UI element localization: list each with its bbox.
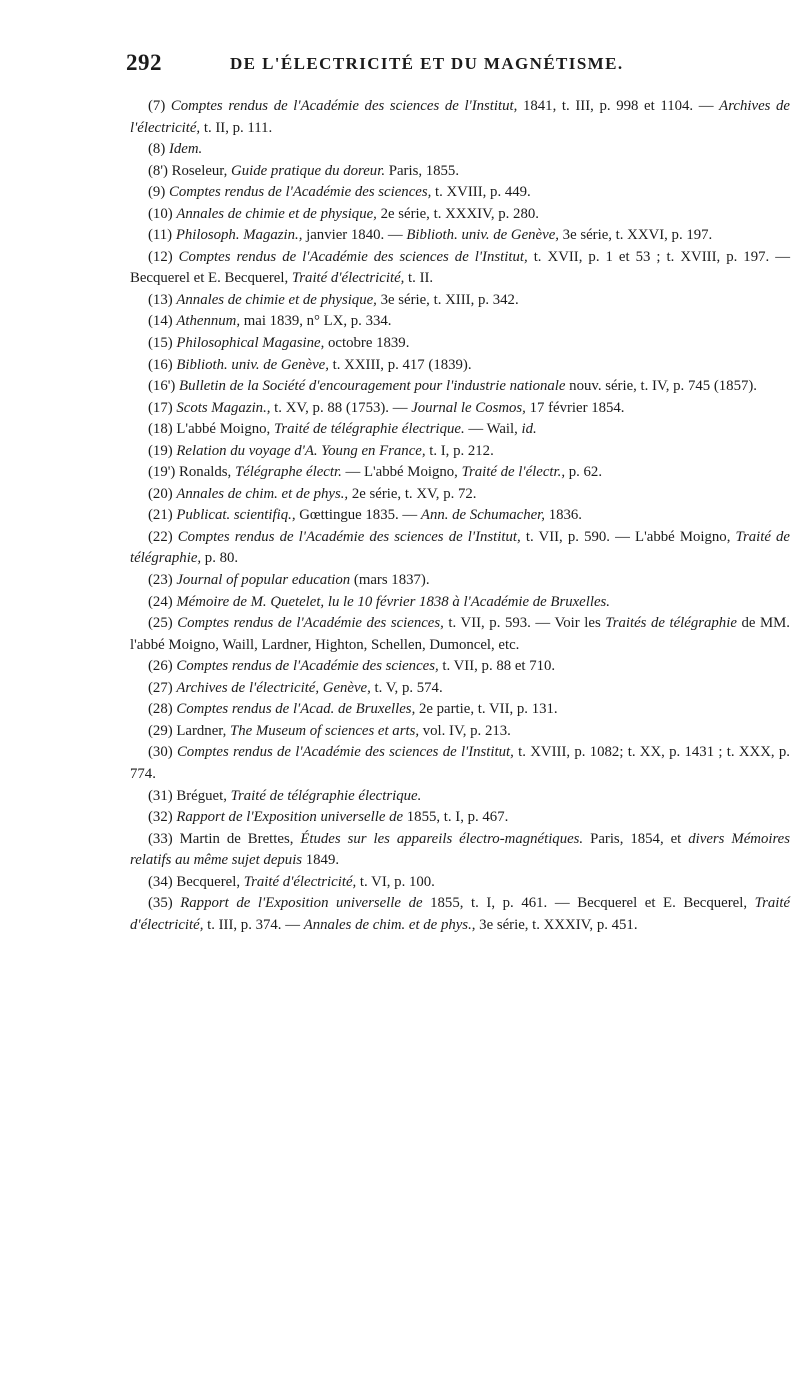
footnote-number: (19') (148, 464, 176, 481)
footnote-number: (32) (148, 809, 173, 826)
footnote (130, 161, 790, 183)
footnote (130, 742, 790, 785)
footnote (130, 484, 790, 506)
footnote-text: Annales de chimie et de physique, (176, 205, 377, 222)
footnote (130, 721, 790, 743)
footnote-text: Journal of popular education (176, 572, 351, 589)
footnote (130, 311, 790, 333)
footnote-text: 3e série, t. XIII, p. 342. (376, 291, 519, 308)
footnote-text: t. II. (404, 270, 434, 287)
footnote-number: (16) (148, 356, 173, 373)
footnote-text: Idem. (168, 141, 203, 158)
footnote (130, 333, 790, 355)
footnote (130, 376, 790, 398)
footnote-text: (mars 1837). (350, 572, 430, 589)
footnote-text: 1841, t. III, p. 998 et 1104. — (517, 98, 720, 114)
footnote-text: 3e série, t. XXXIV, p. 451. (475, 916, 638, 933)
footnote (130, 290, 790, 312)
footnote-text: janvier 1840. — (302, 227, 407, 244)
footnote-text: 2e série, t. XV, p. 72. (348, 485, 477, 502)
footnote-text: Comptes rendus de l'Académie des sciences, (176, 658, 439, 675)
footnote-number: (14) (148, 313, 173, 330)
footnote (130, 656, 790, 678)
footnote-number: (34) (148, 873, 173, 890)
footnote-text: t. XVIII, p. 1082; t. XX, p. 1431 ; t. XXX, p. 774. (130, 744, 790, 782)
footnote-number: (28) (148, 701, 173, 718)
footnote-text: t. XV, p. 88 (1753). — (270, 399, 412, 416)
footnote (130, 505, 790, 527)
footnote-text: Lardner, (176, 722, 230, 739)
page-number: 292 (126, 50, 162, 75)
footnote-text: Roseleur, (171, 162, 232, 179)
footnote-text: t. VII, p. 88 et 710. (438, 658, 556, 675)
footnote-text: Biblioth. univ. de Genève, (176, 356, 329, 373)
footnote-text: Annales de chim. et de phys., (176, 485, 349, 502)
footnote-number: (11) (148, 227, 173, 244)
footnote-text: Publicat. scientifiq., (176, 507, 296, 524)
footnote-text: Rapport de l'Exposition universelle de (176, 809, 404, 826)
footnote-text: t. I, p. 212. (425, 442, 494, 459)
footnote (130, 204, 790, 226)
footnote-number: (13) (148, 291, 173, 308)
footnote-text: Traité de télégraphie, (130, 528, 790, 567)
footnote (130, 786, 790, 808)
footnote (130, 699, 790, 721)
footnote-text: Traité d'électricité, (130, 895, 791, 933)
footnote-text: Comptes rendus de l'Académie des sciences, (177, 615, 444, 632)
footnote-text: Guide pratique du doreur. (231, 162, 386, 179)
footnote-text: Martin de Brettes, (179, 830, 301, 847)
footnote-text: 3e série, t. XXVI, p. 197. (558, 227, 713, 244)
footnote-text: de MM. l'abbé Moigno, Waill, Lardner, Highton, Schellen, Dumoncel, etc. (130, 615, 790, 653)
footnote (130, 182, 790, 204)
footnote-text: Traité de l'électr., (461, 464, 566, 481)
footnote (130, 355, 790, 377)
footnote-text: t. VII, p. 593. — Voir les (443, 615, 606, 632)
footnote-text: Comptes rendus de l'Académie des sciences de l'Institut, (170, 98, 518, 114)
footnote-text: 2e partie, t. VII, p. 131. (415, 701, 558, 718)
footnote-text: 1849. (302, 852, 340, 869)
footnote-text: t. XVII, p. 1 et 53 ; t. XVIII, p. 197. — Becquerel et E. Becquerel, (130, 248, 790, 287)
running-title: DE L'ÉLECTRICITÉ ET DU MAGNÉTISME. (230, 54, 624, 73)
footnote-text: Annales de chim. et de phys., (303, 916, 476, 933)
footnote-text: Scots Magazin., (176, 399, 271, 416)
footnote-text: Athennum, (176, 313, 241, 330)
footnote-text: Philosoph. Magazin., (175, 227, 303, 244)
footnote-text: Ronalds, (179, 464, 235, 481)
footnote-number: (22) (148, 528, 173, 545)
footnote-number: (31) (148, 787, 173, 804)
footnote-text: Traité de télégraphie électrique. (230, 787, 422, 804)
footnote-text: Gœttingue 1835. — (295, 507, 421, 524)
footnote-text: Comptes rendus de l'Acad. de Bruxelles, (176, 701, 416, 718)
footnote-text: Biblioth. univ. de Genève, (406, 227, 559, 244)
footnote-text: Bulletin de la Société d'encouragement pour l'industrie nationale (179, 378, 566, 395)
footnote-number: (8') (148, 162, 168, 179)
footnote-text: t. VII, p. 590. — L'abbé Moigno, (520, 528, 736, 545)
footnote-text: Bréguet, (176, 787, 231, 804)
footnote (130, 96, 790, 139)
footnote (130, 872, 790, 894)
footnote-number: (25) (148, 615, 173, 632)
footnote-text: — Wail, (464, 421, 522, 438)
footnote (130, 247, 790, 290)
footnote (130, 398, 790, 420)
footnote (130, 613, 790, 656)
footnote-number: (21) (148, 507, 173, 524)
footnote-text: t. XXIII, p. 417 (1839). (328, 356, 472, 373)
footnote-number: (33) (148, 830, 173, 847)
footnote-text: 17 février 1854. (525, 399, 625, 416)
footnote-text: Études sur les appareils électro-magnétiques. (300, 830, 584, 847)
footnote (130, 592, 790, 614)
footnote (130, 678, 790, 700)
footnote-text: Archives de l'électricité, Genève, (176, 679, 371, 696)
footnote-text: t. V, p. 574. (370, 679, 443, 696)
footnote-text: Traité de télégraphie électrique. (273, 421, 465, 438)
footnote-text: — L'abbé Moigno, (341, 464, 462, 481)
footnote-text: Annales de chimie et de physique, (176, 291, 377, 308)
footnote-number: (29) (148, 722, 173, 739)
footnote-text: L'abbé Moigno, (176, 421, 274, 438)
footnote-text: 1855, t. I, p. 467. (403, 809, 509, 826)
footnote-number: (27) (148, 679, 173, 696)
footnote-number: (23) (148, 572, 173, 589)
footnote (130, 441, 790, 463)
footnote-text: t. III, p. 374. — (203, 916, 304, 933)
footnote-number: (10) (148, 205, 173, 222)
footnote-text: Journal le Cosmos, (411, 399, 526, 416)
footnote-text: 1855, t. I, p. 461. — Becquerel et E. Becquerel, (422, 895, 755, 912)
footnote-text: Traité d'électricité, (243, 873, 357, 890)
footnote-text: The Museum of sciences et arts, (230, 722, 420, 739)
footnote-text: t. XVIII, p. 449. (431, 184, 531, 201)
footnote-text: t. VI, p. 100. (356, 873, 435, 890)
footnote-text: Paris, 1854, et (583, 830, 689, 847)
footnote-number: (26) (148, 658, 173, 675)
footnote-number: (19) (148, 442, 173, 459)
footnote-number: (18) (148, 421, 173, 438)
footnote (130, 527, 790, 570)
footnote-text: divers Mémoires relatifs au même sujet depuis (130, 830, 790, 869)
footnote-text: p. 80. (201, 550, 239, 567)
footnote-number: (20) (148, 485, 173, 502)
footnote-text: Becquerel, (176, 873, 244, 890)
footnote-text: Archives de l'électricité, (130, 98, 790, 136)
footnote-text: Comptes rendus de l'Académie des sciences de l'Institut, (178, 248, 528, 265)
footnote-text: Philosophical Magasine, (176, 335, 325, 352)
footnote-text: Relation du voyage d'A. Young en France, (176, 442, 426, 459)
footnote-number: (7) (148, 98, 166, 114)
footnote-text: t. II, p. 111. (200, 119, 273, 136)
footnote-number: (24) (148, 593, 173, 610)
footnotes-list (130, 96, 790, 936)
footnote-text: 1836. (545, 507, 583, 524)
footnote-text: 2e série, t. XXXIV, p. 280. (376, 205, 539, 222)
footnote-text: Comptes rendus de l'Académie des sciences de l'Institut, (176, 744, 514, 761)
footnote (130, 419, 790, 441)
footnote (130, 225, 790, 247)
footnote-number: (12) (148, 248, 173, 265)
footnote-text: Traités de télégraphie (605, 615, 737, 632)
footnote-number: (30) (148, 744, 173, 761)
footnote-text: nouv. série, t. IV, p. 745 (1857). (565, 378, 757, 395)
footnote-number: (16') (148, 378, 176, 395)
footnote-number: (15) (148, 335, 173, 352)
footnote-text: id. (521, 421, 537, 438)
footnote (130, 893, 790, 936)
footnote-text: vol. IV, p. 213. (419, 722, 511, 739)
footnote-text: Traité d'électricité, (291, 270, 405, 287)
footnote-number: (8) (148, 141, 166, 158)
footnote-number: (17) (148, 399, 173, 416)
footnote-text: Télégraphe électr. (234, 464, 342, 481)
footnote-text: Paris, 1855. (385, 162, 460, 179)
footnote (130, 570, 790, 592)
footnote-text: Comptes rendus de l'Académie des sciences, (168, 184, 432, 201)
footnote-text: Mémoire de M. Quetelet, lu le 10 février 1838 à l'Académie de Bruxelles. (176, 593, 610, 610)
footnote-text: Rapport de l'Exposition universelle de (180, 895, 423, 912)
footnote-text: p. 62. (565, 464, 603, 481)
footnote-text: octobre 1839. (324, 335, 410, 352)
footnote (130, 139, 790, 161)
footnote-number: (35) (148, 895, 173, 912)
footnote (130, 462, 790, 484)
footnote (130, 829, 790, 872)
footnote-number: (9) (148, 184, 166, 201)
footnote-text: mai 1839, n° LX, p. 334. (240, 313, 392, 330)
page-header (126, 50, 786, 76)
footnote-text: Ann. de Schumacher, (420, 507, 546, 524)
footnote (130, 807, 790, 829)
footnote-text: Comptes rendus de l'Académie des sciences de l'Institut, (177, 528, 521, 545)
